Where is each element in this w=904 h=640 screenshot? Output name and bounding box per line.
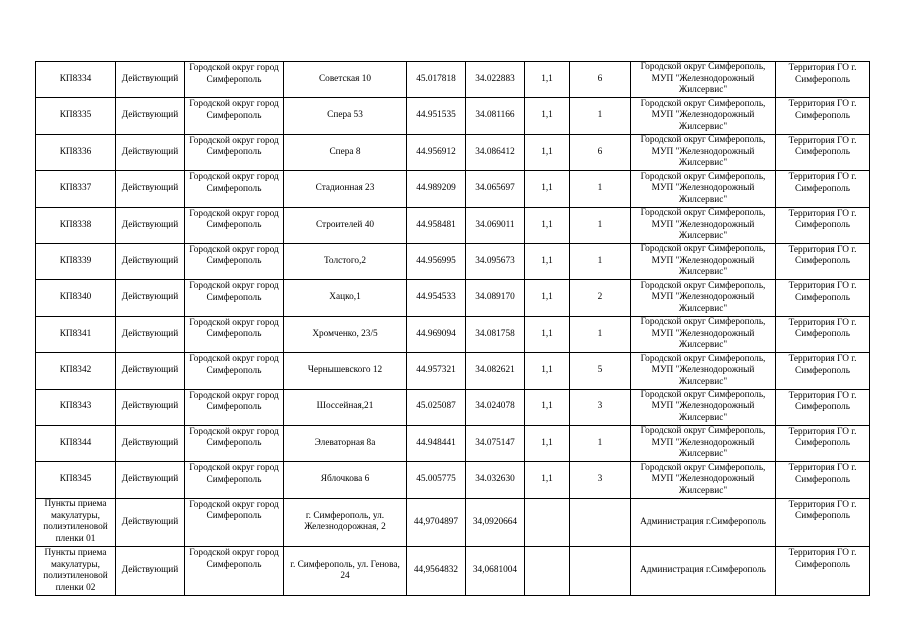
site-id-cell: КП8336 [36, 134, 116, 170]
status-cell: Действующий [116, 280, 185, 316]
district-cell: Городской округ город Симферополь [185, 498, 284, 547]
status-cell: Действующий [116, 498, 185, 547]
district-cell: Городской округ город Симферополь [185, 171, 284, 207]
territory-cell: Территория ГО г. Симферополь [776, 389, 870, 425]
longitude-cell: 34.032630 [466, 462, 525, 498]
longitude-cell: 34.089170 [466, 280, 525, 316]
table-row [36, 98, 870, 134]
longitude-cell: 34,0681004 [466, 547, 525, 596]
site-id-cell: КП8344 [36, 425, 116, 461]
district-cell: Городской округ город Симферополь [185, 243, 284, 279]
address-cell: Чернышевского 12 [284, 353, 407, 389]
count-cell: 3 [570, 462, 631, 498]
count-cell: 1 [570, 243, 631, 279]
territory-cell: Территория ГО г. Симферополь [776, 98, 870, 134]
count-cell: 2 [570, 280, 631, 316]
operator-cell: Городской округ Симферополь, МУП "Железнодорожный Жилсервис" [631, 462, 776, 498]
district-cell: Городской округ город Симферополь [185, 547, 284, 596]
volume-cell: 1,1 [525, 425, 570, 461]
latitude-cell: 44.989209 [407, 171, 466, 207]
address-cell: Стадионная 23 [284, 171, 407, 207]
operator-cell: Администрация г.Симферополь [631, 498, 776, 547]
site-id-cell: КП8337 [36, 171, 116, 207]
longitude-cell: 34.086412 [466, 134, 525, 170]
status-cell: Действующий [116, 134, 185, 170]
district-cell: Городской округ город Симферополь [185, 207, 284, 243]
count-cell: 6 [570, 62, 631, 98]
address-cell: Хромченко, 23/5 [284, 316, 407, 352]
territory-cell: Территория ГО г. Симферополь [776, 280, 870, 316]
address-cell: Шоссейная,21 [284, 389, 407, 425]
site-id-cell: КП8334 [36, 62, 116, 98]
operator-cell: Администрация г.Симферополь [631, 547, 776, 596]
status-cell: Действующий [116, 98, 185, 134]
operator-cell: Городской округ Симферополь, МУП "Железнодорожный Жилсервис" [631, 171, 776, 207]
longitude-cell: 34.075147 [466, 425, 525, 461]
latitude-cell: 44.957321 [407, 353, 466, 389]
operator-cell: Городской округ Симферополь, МУП "Железнодорожный Жилсервис" [631, 243, 776, 279]
volume-cell [525, 498, 570, 547]
operator-cell: Городской округ Симферополь, МУП "Железнодорожный Жилсервис" [631, 98, 776, 134]
latitude-cell: 45.025087 [407, 389, 466, 425]
table-row [36, 425, 870, 461]
longitude-cell: 34.081166 [466, 98, 525, 134]
table-row [36, 462, 870, 498]
latitude-cell: 45.005775 [407, 462, 466, 498]
table-row [36, 316, 870, 352]
operator-cell: Городской округ Симферополь, МУП "Железнодорожный Жилсервис" [631, 316, 776, 352]
territory-cell: Территория ГО г. Симферополь [776, 207, 870, 243]
address-cell: Яблочкова 6 [284, 462, 407, 498]
territory-cell: Территория ГО г. Симферополь [776, 243, 870, 279]
territory-cell: Территория ГО г. Симферополь [776, 353, 870, 389]
latitude-cell: 44.956995 [407, 243, 466, 279]
district-cell: Городской округ город Симферополь [185, 62, 284, 98]
status-cell: Действующий [116, 243, 185, 279]
address-cell: Элеваторная 8а [284, 425, 407, 461]
table-body [36, 62, 870, 596]
district-cell: Городской округ город Симферополь [185, 425, 284, 461]
district-cell: Городской округ город Симферополь [185, 98, 284, 134]
table-row [36, 243, 870, 279]
longitude-cell: 34.024078 [466, 389, 525, 425]
status-cell: Действующий [116, 389, 185, 425]
count-cell: 3 [570, 389, 631, 425]
volume-cell: 1,1 [525, 280, 570, 316]
status-cell: Действующий [116, 207, 185, 243]
latitude-cell: 44.956912 [407, 134, 466, 170]
volume-cell: 1,1 [525, 243, 570, 279]
table-row [36, 498, 870, 547]
address-cell: г. Симферополь, ул. Генова, 24 [284, 547, 407, 596]
latitude-cell: 44.954533 [407, 280, 466, 316]
latitude-cell: 44.948441 [407, 425, 466, 461]
volume-cell: 1,1 [525, 353, 570, 389]
longitude-cell: 34.065697 [466, 171, 525, 207]
count-cell [570, 547, 631, 596]
table-row [36, 207, 870, 243]
count-cell: 6 [570, 134, 631, 170]
site-id-cell: КП8338 [36, 207, 116, 243]
operator-cell: Городской округ Симферополь, МУП "Железнодорожный Жилсервис" [631, 62, 776, 98]
district-cell: Городской округ город Симферополь [185, 280, 284, 316]
site-id-cell: КП8343 [36, 389, 116, 425]
volume-cell: 1,1 [525, 207, 570, 243]
territory-cell: Территория ГО г. Симферополь [776, 462, 870, 498]
volume-cell: 1,1 [525, 462, 570, 498]
site-id-cell: Пункты приема макулатуры, полиэтиленовой пленки 01 [36, 498, 116, 547]
latitude-cell: 44,9564832 [407, 547, 466, 596]
site-id-cell: КП8345 [36, 462, 116, 498]
volume-cell: 1,1 [525, 389, 570, 425]
latitude-cell: 44,9704897 [407, 498, 466, 547]
volume-cell: 1,1 [525, 62, 570, 98]
longitude-cell: 34.081758 [466, 316, 525, 352]
district-cell: Городской округ город Симферополь [185, 462, 284, 498]
table-row [36, 62, 870, 98]
operator-cell: Городской округ Симферополь, МУП "Железнодорожный Жилсервис" [631, 389, 776, 425]
district-cell: Городской округ город Симферополь [185, 316, 284, 352]
site-id-cell: Пункты приема макулатуры, полиэтиленовой пленки 02 [36, 547, 116, 596]
status-cell: Действующий [116, 62, 185, 98]
latitude-cell: 44.969094 [407, 316, 466, 352]
operator-cell: Городской округ Симферополь, МУП "Железнодорожный Жилсервис" [631, 207, 776, 243]
site-id-cell: КП8339 [36, 243, 116, 279]
operator-cell: Городской округ Симферополь, МУП "Железнодорожный Жилсервис" [631, 425, 776, 461]
territory-cell: Территория ГО г. Симферополь [776, 425, 870, 461]
status-cell: Действующий [116, 171, 185, 207]
longitude-cell: 34.095673 [466, 243, 525, 279]
count-cell [570, 498, 631, 547]
longitude-cell: 34,0920664 [466, 498, 525, 547]
status-cell: Действующий [116, 547, 185, 596]
volume-cell: 1,1 [525, 134, 570, 170]
table-row [36, 547, 870, 596]
address-cell: Строителей 40 [284, 207, 407, 243]
status-cell: Действующий [116, 425, 185, 461]
territory-cell: Территория ГО г. Симферополь [776, 171, 870, 207]
territory-cell: Территория ГО г. Симферополь [776, 498, 870, 547]
volume-cell: 1,1 [525, 98, 570, 134]
latitude-cell: 45.017818 [407, 62, 466, 98]
site-id-cell: КП8335 [36, 98, 116, 134]
volume-cell [525, 547, 570, 596]
site-id-cell: КП8340 [36, 280, 116, 316]
operator-cell: Городской округ Симферополь, МУП "Железнодорожный Жилсервис" [631, 353, 776, 389]
address-cell: Толстого,2 [284, 243, 407, 279]
site-id-cell: КП8341 [36, 316, 116, 352]
volume-cell: 1,1 [525, 316, 570, 352]
table-row [36, 134, 870, 170]
territory-cell: Территория ГО г. Симферополь [776, 316, 870, 352]
territory-cell: Территория ГО г. Симферополь [776, 547, 870, 596]
container-sites-table [35, 61, 870, 596]
volume-cell: 1,1 [525, 171, 570, 207]
district-cell: Городской округ город Симферополь [185, 389, 284, 425]
table-row [36, 280, 870, 316]
territory-cell: Территория ГО г. Симферополь [776, 62, 870, 98]
address-cell: г. Симферополь, ул. Железнодорожная, 2 [284, 498, 407, 547]
table-row [36, 389, 870, 425]
longitude-cell: 34.022883 [466, 62, 525, 98]
longitude-cell: 34.082621 [466, 353, 525, 389]
district-cell: Городской округ город Симферополь [185, 353, 284, 389]
address-cell: Хацко,1 [284, 280, 407, 316]
count-cell: 1 [570, 207, 631, 243]
count-cell: 1 [570, 316, 631, 352]
district-cell: Городской округ город Симферополь [185, 134, 284, 170]
table-row [36, 353, 870, 389]
latitude-cell: 44.951535 [407, 98, 466, 134]
address-cell: Спера 53 [284, 98, 407, 134]
count-cell: 1 [570, 98, 631, 134]
site-id-cell: КП8342 [36, 353, 116, 389]
address-cell: Спера 8 [284, 134, 407, 170]
address-cell: Советская 10 [284, 62, 407, 98]
latitude-cell: 44.958481 [407, 207, 466, 243]
count-cell: 5 [570, 353, 631, 389]
territory-cell: Территория ГО г. Симферополь [776, 134, 870, 170]
table-row [36, 171, 870, 207]
operator-cell: Городской округ Симферополь, МУП "Железнодорожный Жилсервис" [631, 280, 776, 316]
status-cell: Действующий [116, 353, 185, 389]
status-cell: Действующий [116, 462, 185, 498]
count-cell: 1 [570, 171, 631, 207]
status-cell: Действующий [116, 316, 185, 352]
longitude-cell: 34.069011 [466, 207, 525, 243]
operator-cell: Городской округ Симферополь, МУП "Железнодорожный Жилсервис" [631, 134, 776, 170]
count-cell: 1 [570, 425, 631, 461]
